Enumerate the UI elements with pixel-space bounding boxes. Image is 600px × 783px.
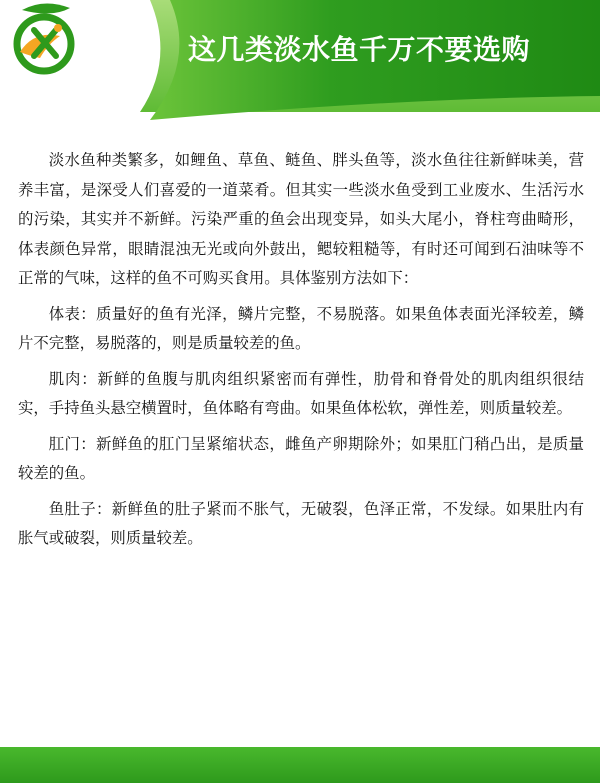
paragraph-anus: 肛门：新鲜鱼的肛门呈紧缩状态，雌鱼产卵期除外；如果肛门稍凸出，是质量较差的鱼。 [18,434,584,482]
fish-leaf-logo-icon [0,0,88,76]
paragraph-belly: 鱼肚子：新鲜鱼的肚子紧而不胀气，无破裂，色泽正常，不发绿。如果肚内有胀气或破裂，则质量较差。 [18,499,584,547]
header-banner [0,0,600,125]
page-title: 这几类淡水鱼千万不要选购 [188,33,531,66]
paragraph-body-surface: 体表：质量好的鱼有光泽，鳞片完整，不易脱落。如果鱼体表面光泽较差，鳞片不完整，易脱落的，则是质量较差的鱼。 [18,304,584,352]
paragraph-intro: 淡水鱼种类繁多，如鲤鱼、草鱼、鲢鱼、胖头鱼等，淡水鱼往往新鲜味美，营养丰富，是深受人们喜爱的一道菜肴。但其实一些淡水鱼受到工业废水、生活污水的污染，其实并不新鲜。污染严重的鱼会出现变异，如头大尾小，脊柱弯曲畸形，体表颜色异常，眼睛混浊无光或向外鼓出，鳃较粗糙等，有时还可闻到石油味等不正常的气味，这样的鱼不可购买食用。具体鉴别方法如下： [18,151,584,287]
article-body [18,146,584,560]
paragraph-muscle: 肌肉：新鲜的鱼腹与肌肉组织紧密而有弹性，肋骨和脊骨处的肌肉组织很结实，手持鱼头悬空横置时，鱼体略有弯曲。如果鱼体松软，弹性差，则质量较差。 [18,369,584,417]
footer-band [0,747,600,783]
